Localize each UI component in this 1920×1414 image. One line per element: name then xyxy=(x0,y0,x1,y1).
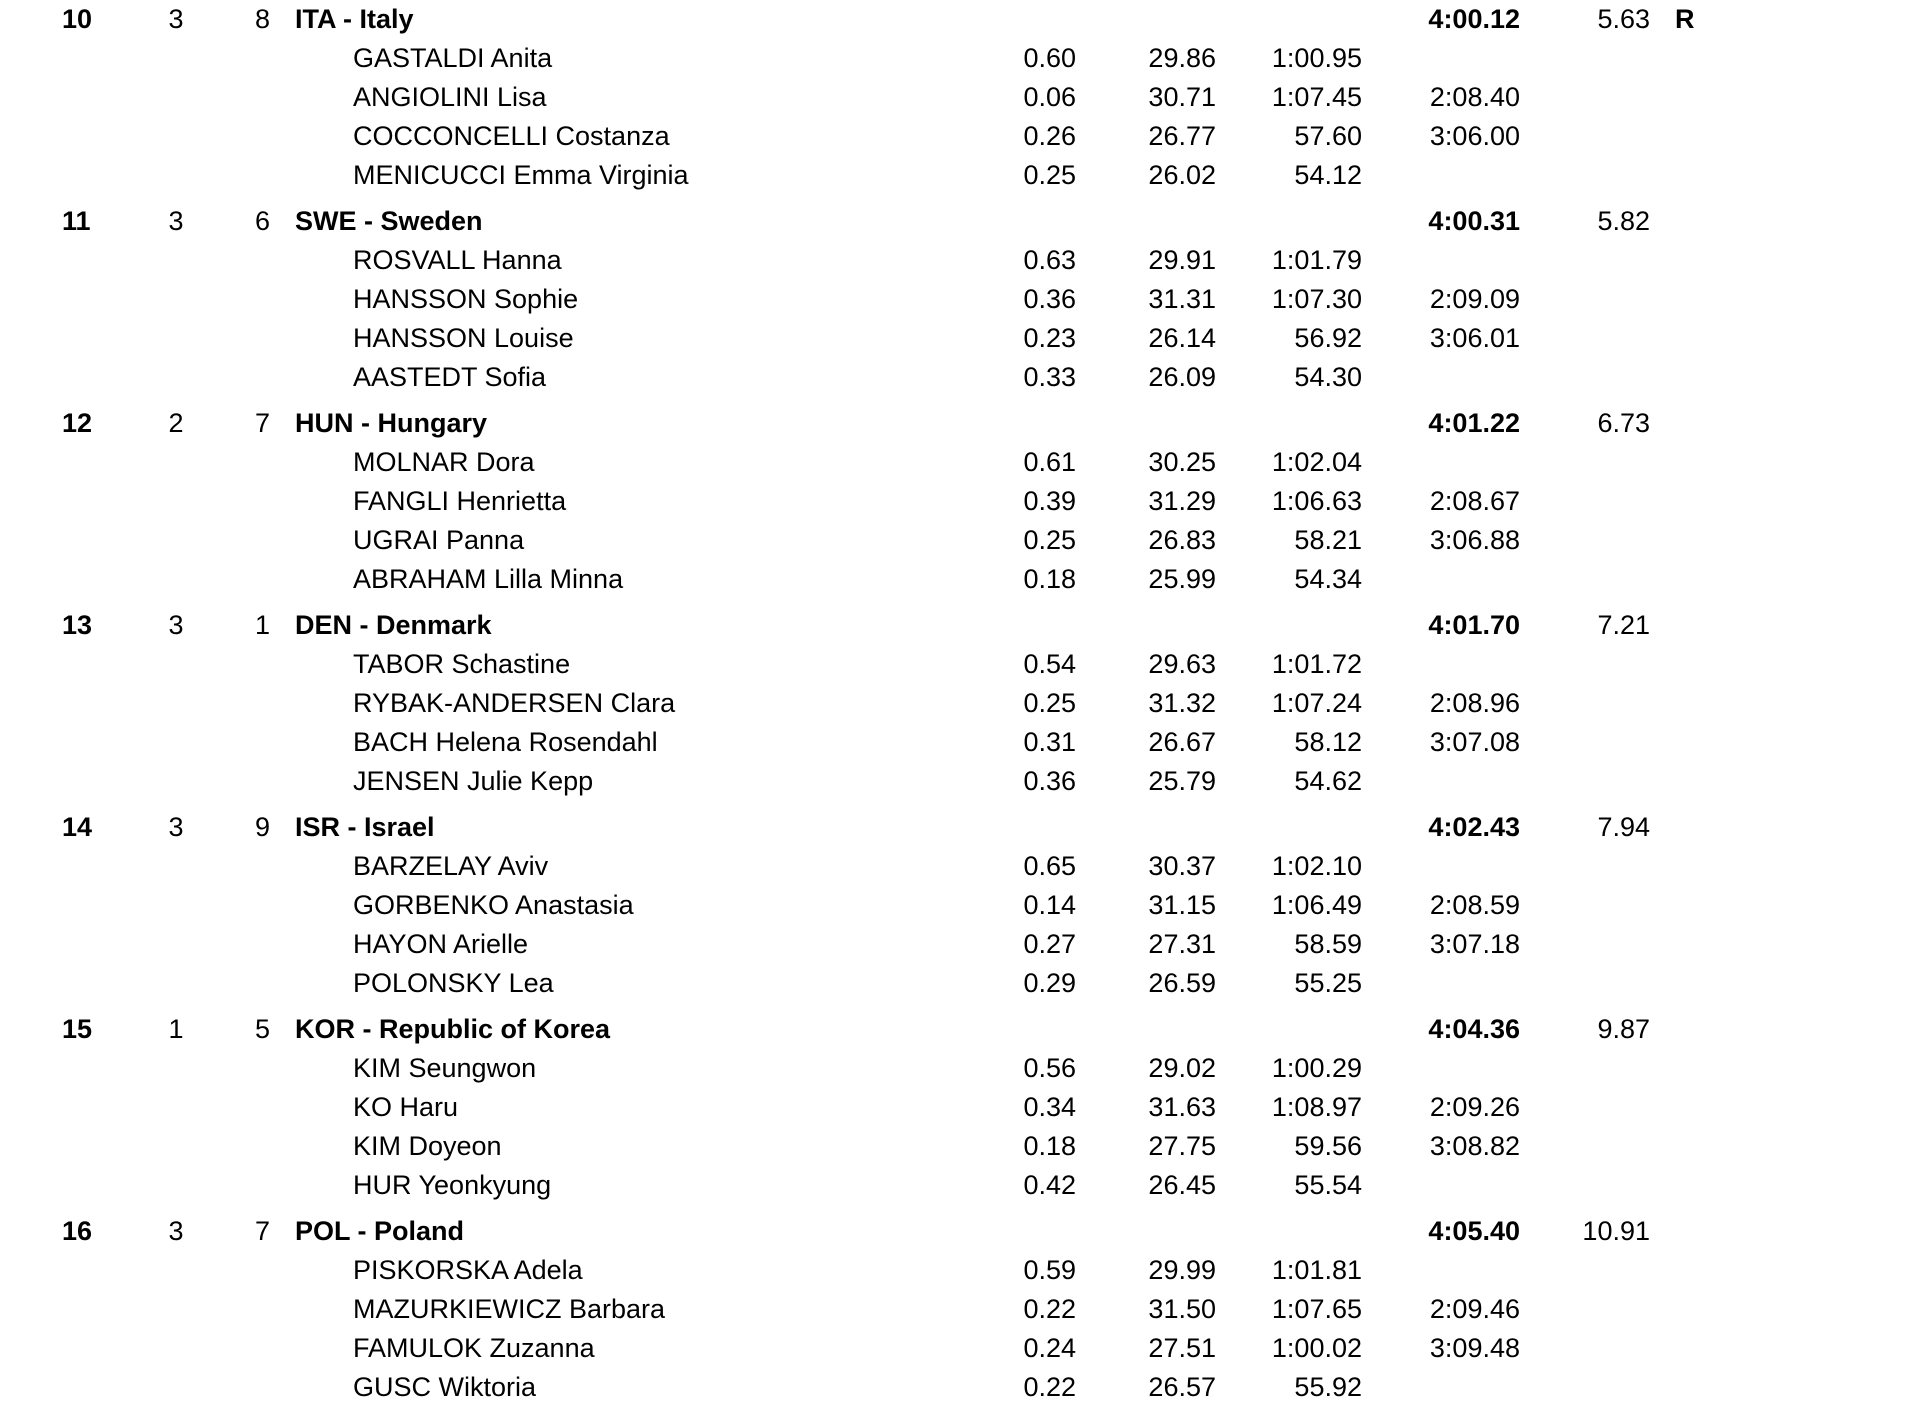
cumulative-time xyxy=(1400,645,1520,684)
swimmer-row xyxy=(0,117,1920,156)
split-50: 29.86 xyxy=(1148,43,1216,73)
heat: 3 xyxy=(168,812,184,842)
reaction-time: 0.60 xyxy=(1023,43,1076,73)
leg-time: 1:02.10 xyxy=(1271,851,1362,881)
swimmer-row xyxy=(0,925,1920,964)
leg-time: 55.54 xyxy=(1294,1170,1362,1200)
leg-time: 56.92 xyxy=(1294,323,1362,353)
swimmer-row xyxy=(0,78,1920,117)
team-row xyxy=(0,1212,1920,1251)
cumulative-time xyxy=(1400,358,1520,397)
swimmer-row xyxy=(0,1166,1920,1205)
team-row xyxy=(0,1010,1920,1049)
swimmer-name: JENSEN Julie Kepp xyxy=(353,766,594,796)
leg-time: 1:06.49 xyxy=(1271,890,1362,920)
cumulative-time: 3:06.00 xyxy=(1429,121,1520,151)
reaction-time: 0.65 xyxy=(1023,851,1076,881)
cumulative-time xyxy=(1400,1049,1520,1088)
cumulative-time xyxy=(1400,560,1520,599)
swimmer-row xyxy=(0,964,1920,1003)
cumulative-time: 2:08.67 xyxy=(1429,486,1520,516)
leg-time: 1:00.95 xyxy=(1271,43,1362,73)
split-50: 30.71 xyxy=(1148,82,1216,112)
split-50: 31.31 xyxy=(1148,284,1216,314)
reaction-time: 0.22 xyxy=(1023,1294,1076,1324)
swimmer-name: ABRAHAM Lilla Minna xyxy=(353,564,624,594)
reaction-time: 0.36 xyxy=(1023,766,1076,796)
reaction-time: 0.18 xyxy=(1023,564,1076,594)
leg-time: 1:00.02 xyxy=(1271,1333,1362,1363)
leg-time: 1:01.79 xyxy=(1271,245,1362,275)
reaction-time: 0.54 xyxy=(1023,649,1076,679)
lane: 9 xyxy=(254,812,270,842)
split-50: 31.32 xyxy=(1148,688,1216,718)
swimmer-name: GUSC Wiktoria xyxy=(353,1372,537,1402)
time-behind: 7.94 xyxy=(1597,812,1650,842)
time-behind: 6.73 xyxy=(1597,408,1650,438)
team-block xyxy=(0,0,1920,202)
team-name: DEN - Denmark xyxy=(295,610,492,640)
split-50: 26.57 xyxy=(1148,1372,1216,1402)
swimmer-row xyxy=(0,1290,1920,1329)
reaction-time: 0.36 xyxy=(1023,284,1076,314)
reaction-time: 0.25 xyxy=(1023,688,1076,718)
reaction-time: 0.34 xyxy=(1023,1092,1076,1122)
lane: 7 xyxy=(254,408,270,438)
team-name: HUN - Hungary xyxy=(295,408,488,438)
split-50: 31.15 xyxy=(1148,890,1216,920)
record-flag: R xyxy=(1675,4,1695,34)
swimmer-row xyxy=(0,762,1920,801)
split-50: 26.77 xyxy=(1148,121,1216,151)
swimmer-row xyxy=(0,482,1920,521)
team-block xyxy=(0,808,1920,1010)
swimmer-name: MAZURKIEWICZ Barbara xyxy=(353,1294,666,1324)
cumulative-time: 2:09.26 xyxy=(1429,1092,1520,1122)
leg-time: 58.59 xyxy=(1294,929,1362,959)
cumulative-time: 2:08.40 xyxy=(1429,82,1520,112)
split-50: 27.31 xyxy=(1148,929,1216,959)
heat: 3 xyxy=(168,206,184,236)
swimmer-name: BACH Helena Rosendahl xyxy=(353,727,658,757)
cumulative-time: 3:09.48 xyxy=(1429,1333,1520,1363)
swimmer-row xyxy=(0,1049,1920,1088)
leg-time: 54.12 xyxy=(1294,160,1362,190)
team-block xyxy=(0,202,1920,404)
rank: 15 xyxy=(62,1014,93,1044)
swimmer-name: RYBAK-ANDERSEN Clara xyxy=(353,688,676,718)
time-behind: 5.63 xyxy=(1597,4,1650,34)
swimmer-row xyxy=(0,645,1920,684)
swimmer-row xyxy=(0,443,1920,482)
split-50: 29.63 xyxy=(1148,649,1216,679)
reaction-time: 0.26 xyxy=(1023,121,1076,151)
leg-time: 1:07.24 xyxy=(1271,688,1362,718)
swimmer-row xyxy=(0,847,1920,886)
reaction-time: 0.22 xyxy=(1023,1372,1076,1402)
leg-time: 1:01.72 xyxy=(1271,649,1362,679)
split-50: 25.99 xyxy=(1148,564,1216,594)
team-block xyxy=(0,606,1920,808)
swimmer-row xyxy=(0,1088,1920,1127)
lane: 7 xyxy=(254,1216,270,1246)
team-name: SWE - Sweden xyxy=(295,206,483,236)
split-50: 31.29 xyxy=(1148,486,1216,516)
final-time: 4:02.43 xyxy=(1428,812,1520,842)
final-time: 4:01.22 xyxy=(1428,408,1520,438)
final-time: 4:01.70 xyxy=(1428,610,1520,640)
swimmer-row xyxy=(0,319,1920,358)
cumulative-time: 2:08.96 xyxy=(1429,688,1520,718)
leg-time: 57.60 xyxy=(1294,121,1362,151)
team-row xyxy=(0,606,1920,645)
final-time: 4:00.31 xyxy=(1428,206,1520,236)
heat: 3 xyxy=(168,610,184,640)
reaction-time: 0.27 xyxy=(1023,929,1076,959)
swimmer-row xyxy=(0,723,1920,762)
time-behind: 5.82 xyxy=(1597,206,1650,236)
rank: 14 xyxy=(62,812,93,842)
leg-time: 54.62 xyxy=(1294,766,1362,796)
reaction-time: 0.33 xyxy=(1023,362,1076,392)
swimmer-name: BARZELAY Aviv xyxy=(353,851,549,881)
split-50: 30.25 xyxy=(1148,447,1216,477)
reaction-time: 0.31 xyxy=(1023,727,1076,757)
cumulative-time xyxy=(1400,443,1520,482)
swimmer-name: GORBENKO Anastasia xyxy=(353,890,634,920)
rank: 13 xyxy=(62,610,93,640)
swimmer-name: MENICUCCI Emma Virginia xyxy=(353,160,689,190)
heat: 2 xyxy=(168,408,184,438)
reaction-time: 0.25 xyxy=(1023,160,1076,190)
cumulative-time xyxy=(1400,762,1520,801)
swimmer-row xyxy=(0,521,1920,560)
swimmer-row xyxy=(0,1329,1920,1368)
reaction-time: 0.18 xyxy=(1023,1131,1076,1161)
swimmer-name: MOLNAR Dora xyxy=(353,447,535,477)
swimmer-row xyxy=(0,1368,1920,1407)
leg-time: 58.12 xyxy=(1294,727,1362,757)
leg-time: 1:06.63 xyxy=(1271,486,1362,516)
reaction-time: 0.42 xyxy=(1023,1170,1076,1200)
reaction-time: 0.23 xyxy=(1023,323,1076,353)
split-50: 29.99 xyxy=(1148,1255,1216,1285)
team-row xyxy=(0,0,1920,39)
reaction-time: 0.63 xyxy=(1023,245,1076,275)
split-50: 26.14 xyxy=(1148,323,1216,353)
cumulative-time: 3:07.18 xyxy=(1429,929,1520,959)
cumulative-time xyxy=(1400,1368,1520,1407)
split-50: 26.59 xyxy=(1148,968,1216,998)
cumulative-time: 2:09.09 xyxy=(1429,284,1520,314)
cumulative-time: 2:08.59 xyxy=(1429,890,1520,920)
swimmer-name: PISKORSKA Adela xyxy=(353,1255,583,1285)
rank: 11 xyxy=(62,206,91,236)
split-50: 31.63 xyxy=(1148,1092,1216,1122)
swimmer-name: COCCONCELLI Costanza xyxy=(353,121,670,151)
team-block xyxy=(0,404,1920,606)
cumulative-time xyxy=(1400,847,1520,886)
leg-time: 54.30 xyxy=(1294,362,1362,392)
reaction-time: 0.06 xyxy=(1023,82,1076,112)
team-block xyxy=(0,1010,1920,1212)
swimmer-row xyxy=(0,684,1920,723)
time-behind: 10.91 xyxy=(1582,1216,1650,1246)
swimmer-name: ROSVALL Hanna xyxy=(353,245,562,275)
leg-time: 1:07.45 xyxy=(1271,82,1362,112)
split-50: 25.79 xyxy=(1148,766,1216,796)
swimmer-row xyxy=(0,1127,1920,1166)
split-50: 30.37 xyxy=(1148,851,1216,881)
cumulative-time xyxy=(1400,156,1520,195)
swimmer-row xyxy=(0,886,1920,925)
cumulative-time: 2:09.46 xyxy=(1429,1294,1520,1324)
split-50: 26.83 xyxy=(1148,525,1216,555)
rank: 12 xyxy=(62,408,93,438)
swimmer-row xyxy=(0,156,1920,195)
leg-time: 1:07.30 xyxy=(1271,284,1362,314)
swimmer-row xyxy=(0,39,1920,78)
team-name: KOR - Republic of Korea xyxy=(295,1014,611,1044)
reaction-time: 0.25 xyxy=(1023,525,1076,555)
reaction-time: 0.14 xyxy=(1023,890,1076,920)
swimmer-name: UGRAI Panna xyxy=(353,525,525,555)
leg-time: 1:02.04 xyxy=(1271,447,1362,477)
reaction-time: 0.59 xyxy=(1023,1255,1076,1285)
leg-time: 58.21 xyxy=(1294,525,1362,555)
leg-time: 55.92 xyxy=(1294,1372,1362,1402)
cumulative-time xyxy=(1400,1251,1520,1290)
swimmer-name: HUR Yeonkyung xyxy=(353,1170,552,1200)
team-row xyxy=(0,202,1920,241)
lane: 8 xyxy=(254,4,270,34)
heat: 3 xyxy=(168,4,184,34)
swimmer-row xyxy=(0,241,1920,280)
cumulative-time xyxy=(1400,964,1520,1003)
swimmer-name: TABOR Schastine xyxy=(353,649,571,679)
leg-time: 1:01.81 xyxy=(1271,1255,1362,1285)
cumulative-time xyxy=(1400,1166,1520,1205)
leg-time: 55.25 xyxy=(1294,968,1362,998)
swimmer-row xyxy=(0,560,1920,599)
final-time: 4:05.40 xyxy=(1428,1216,1520,1246)
reaction-time: 0.29 xyxy=(1023,968,1076,998)
swimmer-name: GASTALDI Anita xyxy=(353,43,553,73)
split-50: 27.75 xyxy=(1148,1131,1216,1161)
time-behind: 9.87 xyxy=(1597,1014,1650,1044)
swimmer-row xyxy=(0,358,1920,397)
split-50: 26.67 xyxy=(1148,727,1216,757)
swimmer-name: FAMULOK Zuzanna xyxy=(353,1333,595,1363)
swimmer-name: KIM Doyeon xyxy=(353,1131,502,1161)
split-50: 26.02 xyxy=(1148,160,1216,190)
swimmer-row xyxy=(0,280,1920,319)
lane: 6 xyxy=(254,206,270,236)
team-name: POL - Poland xyxy=(295,1216,465,1246)
team-block xyxy=(0,1212,1920,1414)
rank: 10 xyxy=(62,4,93,34)
swimmer-name: HANSSON Louise xyxy=(353,323,574,353)
swimmer-name: FANGLI Henrietta xyxy=(353,486,567,516)
reaction-time: 0.24 xyxy=(1023,1333,1076,1363)
swimmer-row xyxy=(0,1251,1920,1290)
reaction-time: 0.39 xyxy=(1023,486,1076,516)
lane: 5 xyxy=(254,1014,270,1044)
cumulative-time: 3:06.01 xyxy=(1429,323,1520,353)
split-50: 27.51 xyxy=(1148,1333,1216,1363)
reaction-time: 0.61 xyxy=(1023,447,1076,477)
split-50: 26.45 xyxy=(1148,1170,1216,1200)
split-50: 26.09 xyxy=(1148,362,1216,392)
swimmer-name: KIM Seungwon xyxy=(353,1053,537,1083)
team-row xyxy=(0,404,1920,443)
leg-time: 59.56 xyxy=(1294,1131,1362,1161)
team-name: ITA - Italy xyxy=(295,4,414,34)
swimmer-name: ANGIOLINI Lisa xyxy=(353,82,547,112)
rank: 16 xyxy=(62,1216,93,1246)
leg-time: 1:08.97 xyxy=(1271,1092,1362,1122)
heat: 3 xyxy=(168,1216,184,1246)
swimmer-name: KO Haru xyxy=(353,1092,459,1122)
cumulative-time: 3:08.82 xyxy=(1429,1131,1520,1161)
lane: 1 xyxy=(254,610,270,640)
leg-time: 1:00.29 xyxy=(1271,1053,1362,1083)
team-row xyxy=(0,808,1920,847)
heat: 1 xyxy=(168,1014,184,1044)
reaction-time: 0.56 xyxy=(1023,1053,1076,1083)
cumulative-time xyxy=(1400,241,1520,280)
team-name: ISR - Israel xyxy=(295,812,435,842)
leg-time: 54.34 xyxy=(1294,564,1362,594)
split-50: 31.50 xyxy=(1148,1294,1216,1324)
split-50: 29.02 xyxy=(1148,1053,1216,1083)
final-time: 4:04.36 xyxy=(1428,1014,1520,1044)
cumulative-time xyxy=(1400,39,1520,78)
swimmer-name: HAYON Arielle xyxy=(353,929,529,959)
cumulative-time: 3:07.08 xyxy=(1429,727,1520,757)
leg-time: 1:07.65 xyxy=(1271,1294,1362,1324)
swimmer-name: HANSSON Sophie xyxy=(353,284,579,314)
time-behind: 7.21 xyxy=(1597,610,1650,640)
swimmer-name: POLONSKY Lea xyxy=(353,968,554,998)
final-time: 4:00.12 xyxy=(1428,4,1520,34)
swimmer-name: AASTEDT Sofia xyxy=(353,362,547,392)
cumulative-time: 3:06.88 xyxy=(1429,525,1520,555)
split-50: 29.91 xyxy=(1148,245,1216,275)
